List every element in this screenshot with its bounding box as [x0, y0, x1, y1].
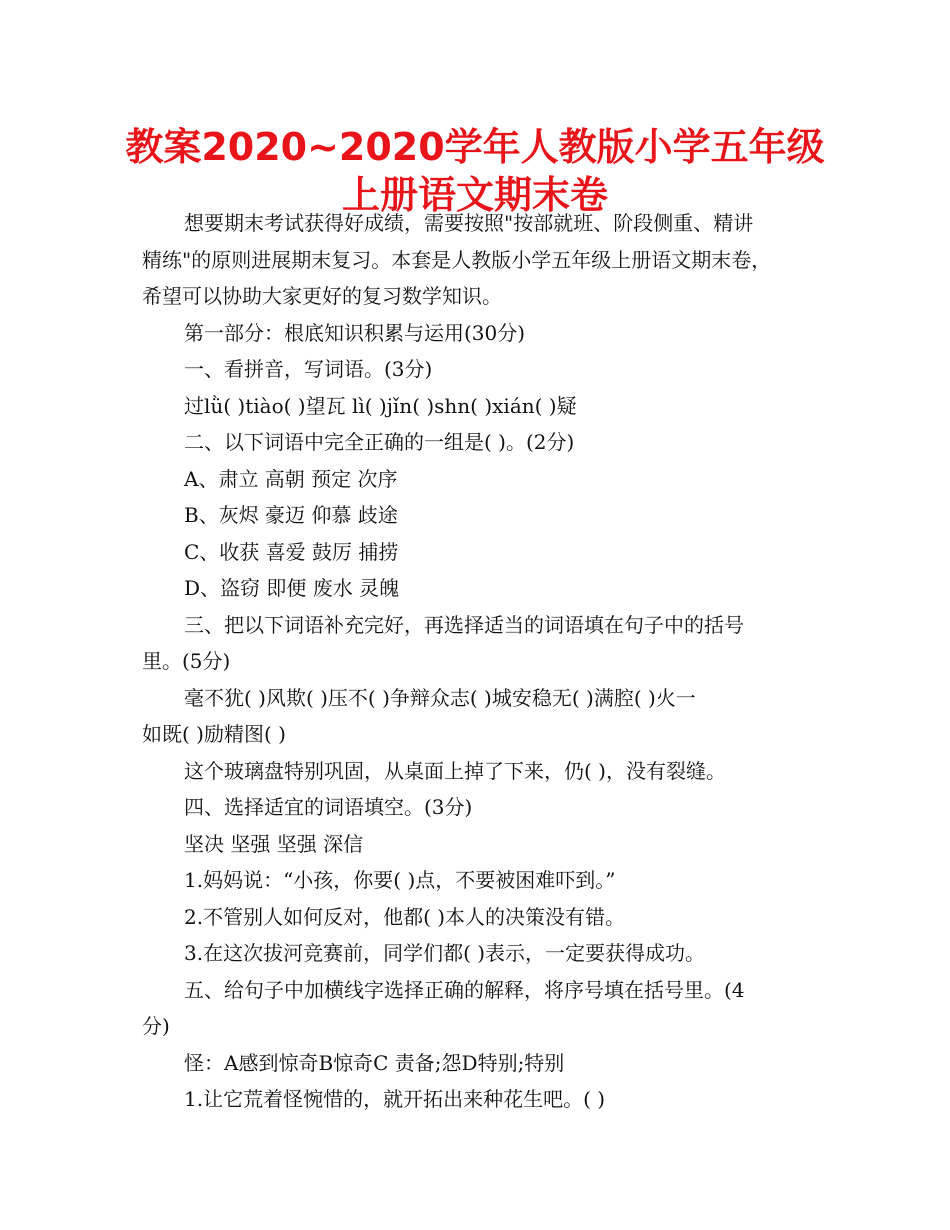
option-line: A、肃立 高朝 预定 次序 [184, 466, 398, 491]
option-line: D、盗窃 即便 废水 灵魄 [184, 576, 400, 600]
question-line: 3.在这次拔河竞赛前，同学们都( )表示，一定要获得成功。 [184, 941, 706, 965]
document-body [142, 205, 822, 1118]
definition-line: 怪：A感到惊奇B惊奇C 责备;怨D特别;特别 [184, 1050, 565, 1075]
paragraph-line: 想要期末考试获得好成绩，需要按照"按部就班、阶段侧重、精讲 [184, 211, 754, 235]
question-heading: 一、看拼音，写词语。(3分) [184, 357, 433, 381]
question-line: 这个玻璃盘特别巩固，从桌面上掉了下来，仍( )，没有裂缝。 [184, 758, 726, 783]
document-title-line-1: 教案2020~2020学年人教版小学五年级 [125, 125, 825, 169]
document-title-line-2: 上册语文期末卷 [341, 173, 608, 217]
question-heading: 二、以下词语中完全正确的一组是( )。(2分) [184, 430, 575, 454]
option-line: B、灰烬 豪迈 仰慕 歧途 [184, 503, 398, 527]
question-heading-continued: 里。(5分) [142, 649, 231, 673]
question-line: 2.不管别人如何反对，他都( )本人的决策没有错。 [184, 904, 626, 929]
question-heading: 四、选择适宜的词语填空。(3分) [184, 795, 473, 819]
option-line: C、收获 喜爱 鼓厉 捕捞 [184, 539, 399, 564]
word-choices: 坚决 坚强 坚强 深信 [184, 831, 364, 856]
paragraph-line: 希望可以协助大家更好的复习数学知识。 [142, 284, 502, 308]
question-heading: 五、给句子中加横线字选择正确的解释，将序号填在括号里。(4 [184, 977, 745, 1002]
question-line-continued: 如既( )励精图( ) [142, 722, 286, 746]
question-heading-continued: 分) [142, 1014, 170, 1038]
question-line: 1.妈妈说：“小孩，你要( )点，不要被困难吓到。” [184, 868, 616, 892]
paragraph-line: 精练"的原则进展期末复习。本套是人教版小学五年级上册语文期末卷， [142, 247, 772, 272]
section-heading: 第一部分：根底知识积累与运用(30分) [184, 320, 526, 345]
question-line: 1.让它荒着怪惋惜的，就开拓出来种花生吧。( ) [184, 1087, 606, 1111]
question-line: 过lǜ( )tiào( )望瓦 lì( )jǐn( )shn( )xián( )疑 [184, 393, 577, 418]
question-line: 毫不犹( )风欺( )压不( )争辩众志( )城安稳无( )满腔( )火一 [184, 685, 696, 710]
question-heading: 三、把以下词语补充完好，再选择适当的词语填在句子中的括号 [184, 612, 744, 637]
